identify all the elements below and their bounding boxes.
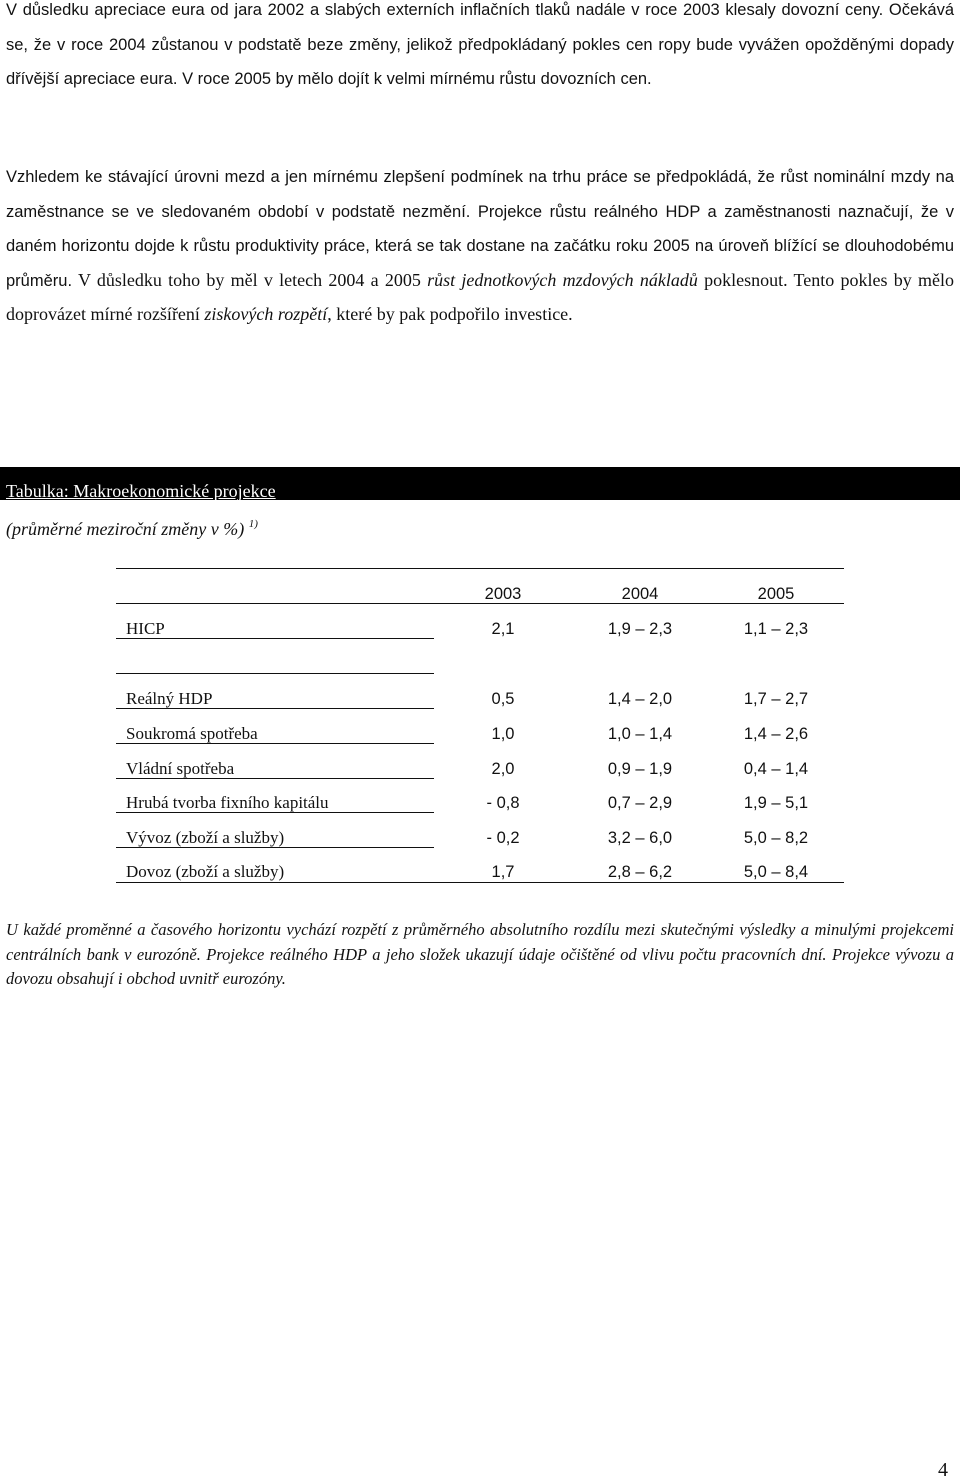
paragraph-sentence: Tento pokles by mělo doprovázet mírné rozšíření (6, 269, 955, 324)
table-cell: 2,1 (491, 620, 515, 638)
table-cell: 1,0 (491, 725, 515, 743)
table-cell: 1,4 – 2,0 (607, 690, 673, 708)
paragraph-import-prices (6, 0, 954, 97)
page-number: 4 (938, 1459, 948, 1481)
row-rule (116, 673, 434, 674)
table-cell: - 0,8 (486, 794, 520, 812)
table-cell: 1,0 – 1,4 (607, 725, 673, 743)
table-cell: 1,9 – 2,3 (607, 620, 673, 638)
paragraph-text: V důsledku apreciace eura od jara 2002 a slabých externích inflačních tlaků nadále v roce 2003 klesaly dovozní ceny. Očekává se, že v roce 2004 zůstanou v podstatě beze změny, jelikož předpokládaný pokles cen ropy bude vyvážen opožděnými dopady dřívější apreciace eura. V roce 2005 by mělo dojít k velmi mírnému růstu dovozních cen. (6, 1, 954, 88)
paragraph-wages (6, 160, 954, 332)
emphasis-term: ziskových rozpětí (204, 304, 328, 324)
row-label: Hrubá tvorba fixního kapitálu (126, 793, 329, 812)
paragraph-sentence: V důsledku toho by měl v letech 2004 a 2005 (72, 269, 428, 290)
year-header: 2005 (757, 585, 795, 603)
row-label: Vládní spotřeba (126, 759, 235, 778)
table-footnote: U každé proměnné a časového horizontu vychází rozpětí z průměrného absolutního rozdílu mezi skutečnými výsledky a minulými projekcemi centrálních bank v eurozóně. Projekce reálného HDP a jeho složek ukazují údaje očištěné od vlivu počtu pracovních dní. Projekce vývozu a dovozu obsahují i obchod uvnitř eurozóny. (6, 920, 954, 988)
table-title: Tabulka: Makroekonomické projekce (6, 481, 276, 501)
year-header: 2003 (484, 585, 522, 603)
emphasis-term: růst jednotkových mzdových nákladů (427, 269, 698, 290)
table-cell: - 0,2 (486, 829, 520, 847)
paragraph-sentence: , které by pak podpořilo investice. (327, 304, 573, 324)
year-header: 2004 (621, 585, 659, 603)
table-subtitle (6, 512, 258, 541)
table-cell: 1,7 – 2,7 (743, 690, 809, 708)
row-label: Soukromá spotřeba (126, 724, 258, 743)
table-cell: 0,7 – 2,9 (607, 794, 673, 812)
table-cell: 5,0 – 8,2 (743, 829, 809, 847)
table-cell: 0,4 – 1,4 (743, 760, 809, 778)
table-subtitle-text: (průměrné meziroční změny v %) (6, 519, 245, 539)
table-top-rule (116, 568, 844, 569)
row-label-hicp: HICP (126, 619, 165, 638)
paragraph-sentence: Vzhledem ke stávající úrovni mezd a jen mírnému zlepšení podmínek na trhu práce se předpokládá, že růst nominální mzdy na zaměstnance se ve sledovaném období v podstatě nezmění. (6, 168, 954, 221)
table-cell: 3,2 – 6,0 (607, 829, 673, 847)
table-cell: 0,9 – 1,9 (607, 760, 673, 778)
table-cell: 1,4 – 2,6 (743, 725, 809, 743)
footnote-marker: 1) (248, 518, 258, 530)
table-cell: 1,7 (491, 863, 515, 881)
table-cell: 2,8 – 6,2 (607, 863, 673, 881)
table-cell: 2,0 (491, 760, 515, 778)
paragraph-sentence: poklesnout. (697, 269, 788, 290)
row-label: Reálný HDP (126, 689, 213, 708)
row-label: Vývoz (zboží a služby) (126, 828, 285, 847)
table-cell: 5,0 – 8,4 (743, 863, 809, 881)
table-cell: 1,1 – 2,3 (743, 620, 809, 638)
row-label: Dovoz (zboží a služby) (126, 862, 285, 881)
paragraph-sentence: Projekce růstu reálného HDP a zaměstnanosti naznačují, že v daném horizontu dojde k růstu produktivity práce, která se tak dostane na začátku roku 2005 na úroveň blížící se dlouhodobému průměru. (6, 202, 954, 290)
table-cell: 0,5 (491, 690, 515, 708)
table-cell: 1,9 – 5,1 (743, 794, 809, 812)
